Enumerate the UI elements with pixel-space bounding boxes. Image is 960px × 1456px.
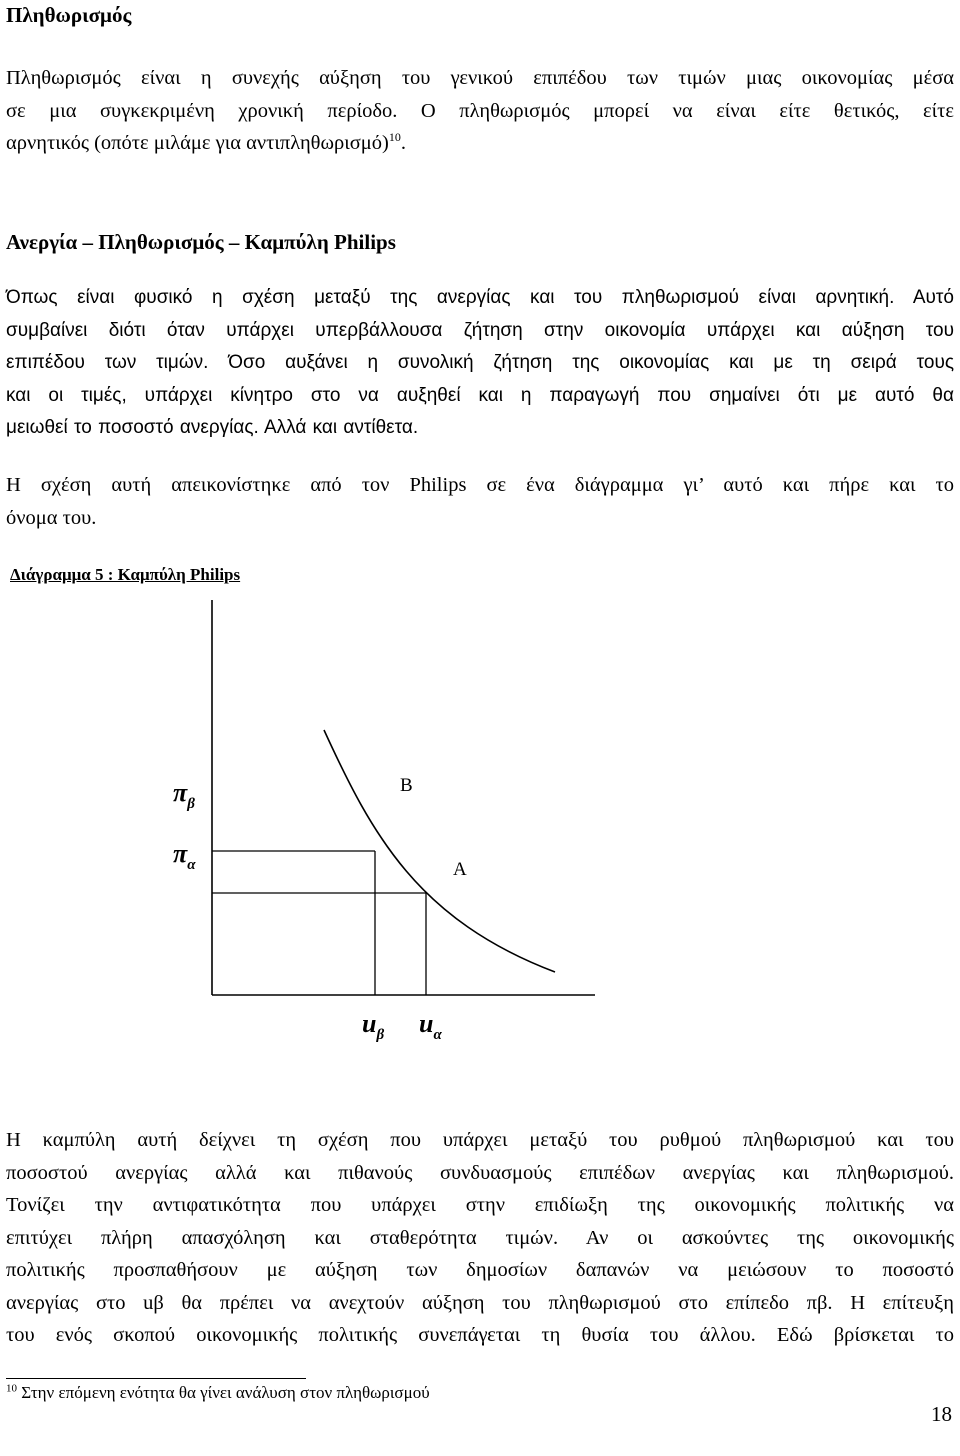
page-number: 18 [931,1402,952,1426]
phillips-explanation-paragraph [6,1124,954,1352]
footnote-reference[interactable]: 10 [388,130,401,145]
pi-beta-symbol: π [173,778,188,807]
paragraph-line: σε μια συγκεκριμένη χρονική περίοδο. Ο πληθωρισμός μπορεί να είναι είτε θετικός, είτε [6,99,954,122]
paragraph-line: μειωθεί το ποσοστό ανεργίας. Αλλά και αντίθετα. [6,417,419,438]
point-b-label: B [400,775,413,796]
paragraph-line: Τονίζει την αντιφατικότητα που υπάρχει στην επιδίωξη της οικονομικής πολιτικής να [6,1194,954,1216]
u-beta-subscript: β [376,1027,385,1043]
paragraph-line-end: . [400,132,406,154]
pi-alpha-symbol: π [173,839,188,868]
paragraph-line: του ενός σκοπού οικονομικής πολιτικής συνεπάγεται τη θυσία του άλλου. Εδώ βρίσκεται το [6,1324,954,1346]
diagram-caption: Διάγραμμα 5 : Καμπύλη Philips [10,565,241,584]
paragraph-line-text: αρνητικός (οπότε μιλάμε για αντιπληθωρισμό) [6,132,389,154]
point-a-label: A [453,859,467,880]
paragraph-line: πολιτικής προσπαθήσουν με αύξηση των δημοσίων δαπανών να μειώσουν το ποσοστό [6,1259,954,1281]
paragraph-line: ανεργίας στο uβ θα πρέπει να ανεχτούν αύξηση του πληθωρισμού στο επίπεδο πβ. Η επίτευξη [6,1291,954,1314]
footnote-separator [6,1378,306,1379]
paragraph-line: Πληθωρισμός είναι η συνεχής αύξηση του γενικού επιπέδου των τιμών μιας οικονομίας μέσα [6,67,954,89]
pi-alpha-label [173,839,196,873]
u-alpha-subscript: α [433,1027,442,1043]
paragraph-line: και οι τιμές, υπάρχει κίνητρο στο να αυξηθεί και η παραγωγή που σημαίνει ότι με αυτό θα [6,384,954,406]
pi-alpha-subscript: α [187,857,196,873]
u-beta-label [362,1009,384,1043]
footnote-number: 10 [6,1382,17,1395]
section-heading-inflation: Πληθωρισμός [6,3,132,27]
u-alpha-symbol: u [419,1009,434,1038]
pi-beta-label [173,778,195,812]
footnote [6,1383,430,1403]
paragraph-line: επιτύχει πλήρη απασχόληση και σταθερότητα τιμών. Αν οι ασκούντες της οικονομικής [6,1226,954,1249]
pi-beta-subscript: β [187,796,195,812]
u-alpha-label [419,1009,442,1043]
section-heading-phillips: Ανεργία – Πληθωρισμός – Καμπύλη Philips [6,230,396,254]
paragraph-line: Η καμπύλη αυτή δείχνει τη σχέση που υπάρχει μεταξύ του ρυθμού πληθωρισμού και του [6,1129,954,1151]
paragraph-line: Όπως είναι φυσικό η σχέση μεταξύ της ανεργίας και του πληθωρισμού είναι αρνητική. Αυτό [6,287,954,308]
paragraph-line: συμβαίνει διότι όταν υπάρχει υπερβάλλουσα ζήτηση στην οικονομία υπάρχει και αύξηση του [6,319,954,341]
u-beta-symbol: u [362,1009,377,1038]
footnote-text: Στην επόμενη ενότητα θα γίνει ανάλυση στον πληθωρισμού [21,1383,430,1402]
paragraph-line: Η σχέση αυτή απεικονίστηκε από τον Philips σε ένα διάγραμμα γι’ αυτό και πήρε και το [6,474,954,496]
paragraph-line: όνομα του. [6,506,97,529]
paragraph-line: ποσοστού ανεργίας αλλά και πιθανούς συνδυασμούς επιπέδων ανεργίας και πληθωρισμού. [6,1161,954,1184]
paragraph-line: επιπέδου των τιμών. Όσο αυξάνει η συνολική ζήτηση της οικονομίας και με τη σειρά τους [6,352,954,373]
